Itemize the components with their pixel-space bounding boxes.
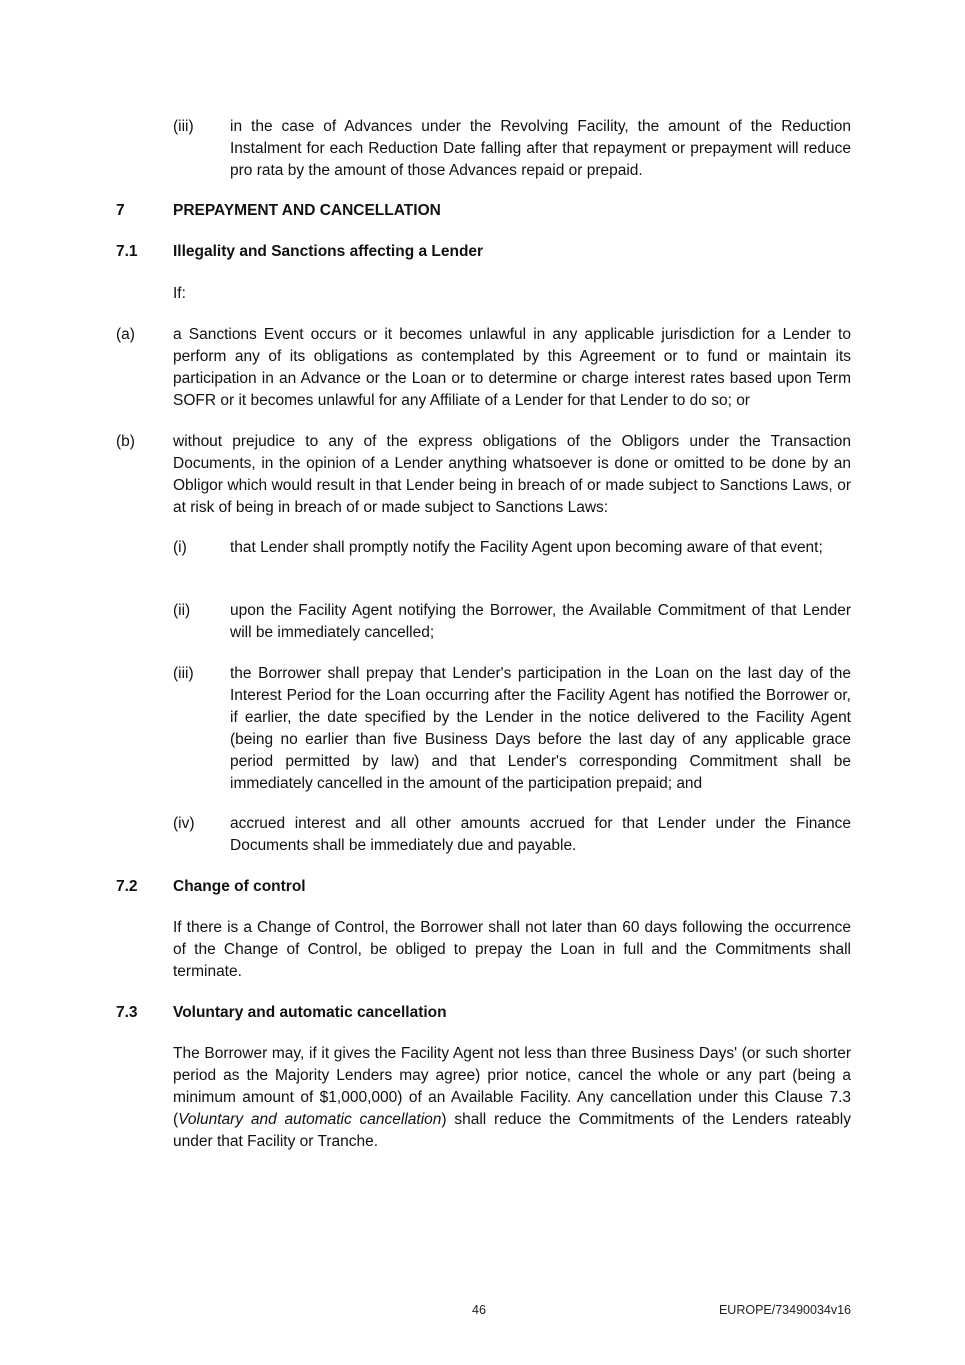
item-number-i: (i) <box>173 539 187 556</box>
clause-7-3-title: Voluntary and automatic cancellation <box>173 1004 447 1021</box>
section-number: 7 <box>116 202 125 219</box>
clause-7-2-text: If there is a Change of Control, the Borrower shall not later than 60 days following the occurrence of the Change of Control, be obliged to prepay the Loan in full and the Commitments shall terminate. <box>173 919 851 980</box>
item-number-iii-top: (iii) <box>173 118 194 135</box>
page-number: 46 <box>472 1303 486 1317</box>
clause-7-3-text-after: ) shall reduce the Commitments of the Lenders rateably under that Facility or Tranche. <box>173 1111 851 1150</box>
clause-7-3-text-before: The Borrower may, if it gives the Facility Agent not less than three Business Days' (or such shorter period as the Majority Lenders may agree) prior notice, cancel the whole or any part (being a minimum amount of $1,000,000) of an Available Facility. Any cancellation under this Clause 7.3 ( <box>173 1045 851 1128</box>
item-number-b: (b) <box>116 433 135 450</box>
clause-7-1-number: 7.1 <box>116 243 138 260</box>
document-reference: EUROPE/73490034v16 <box>718 1303 851 1317</box>
item-text-iii-top: in the case of Advances under the Revolving Facility, the amount of the Reduction Instalment for each Reduction Date falling after that repayment or prepayment will reduce pro rata by the amount of those Advances repaid or prepaid. <box>230 118 851 179</box>
clause-7-2-title: Change of control <box>173 878 306 895</box>
item-number-iii: (iii) <box>173 665 194 682</box>
item-text-b: without prejudice to any of the express obligations of the Obligors under the Transaction Documents, in the opinion of a Lender anything whatsoever is done or omitted to be done by an Obligor which would result in that Lender being in breach of or made subject to Sanctions Laws, or at risk of being in breach of or made subject to Sanctions Laws: <box>173 433 851 516</box>
clause-7-1-title: Illegality and Sanctions affecting a Lender <box>173 243 484 260</box>
item-text-ii: upon the Facility Agent notifying the Borrower, the Available Commitment of that Lender will be immediately cancelled; <box>230 602 851 641</box>
clause-7-3-text <box>173 1043 851 1153</box>
item-number-iv: (iv) <box>173 815 195 832</box>
clause-7-3-text-italic: Voluntary and automatic cancellation <box>178 1111 442 1128</box>
section-title: PREPAYMENT AND CANCELLATION <box>173 202 441 219</box>
item-text-a: a Sanctions Event occurs or it becomes unlawful in any applicable jurisdiction for a Lender to perform any of its obligations as contemplated by this Agreement or to fund or maintain its participation in an Advance or the Loan or to determine or charge interest rates based upon Term SOFR or it becomes unlawful for any Affiliate of a Lender for that Lender to do so; or <box>173 326 851 409</box>
clause-7-2-number: 7.2 <box>116 878 138 895</box>
item-number-a: (a) <box>116 326 135 343</box>
clause-7-1-intro: If: <box>173 285 186 302</box>
item-text-iv: accrued interest and all other amounts accrued for that Lender under the Finance Documents shall be immediately due and payable. <box>230 815 851 854</box>
item-text-i: that Lender shall promptly notify the Facility Agent upon becoming aware of that event; <box>230 539 823 556</box>
item-text-iii: the Borrower shall prepay that Lender's participation in the Loan on the last day of the Interest Period for the Loan occurring after the Facility Agent has notified the Borrower or, if earlier, the date specified by the Lender in the notice delivered to the Facility Agent (being no earlier than five Business Days before the last day of any applicable grace period permitted by law) and that Lender's corresponding Commitment shall be immediately cancelled in the amount of the participation prepaid; and <box>230 665 851 792</box>
clause-7-3-number: 7.3 <box>116 1004 138 1021</box>
item-number-ii: (ii) <box>173 602 191 619</box>
